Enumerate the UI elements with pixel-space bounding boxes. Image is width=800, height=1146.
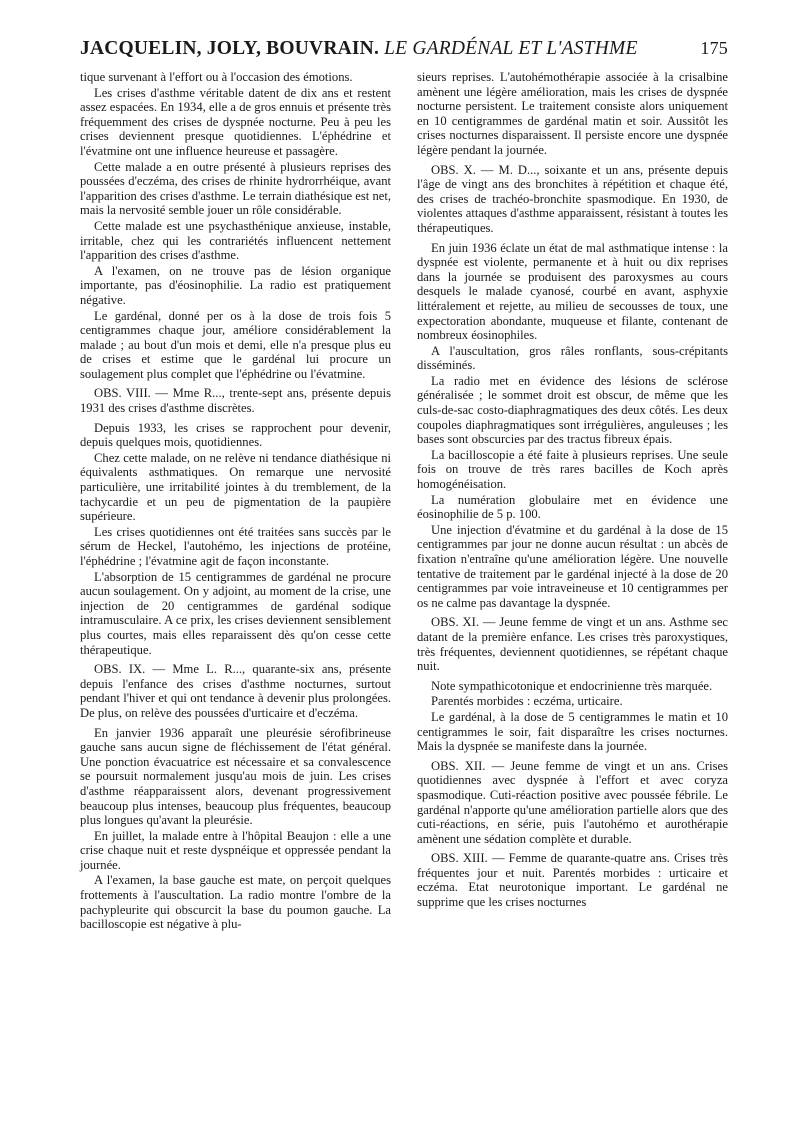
paragraph: En juillet, la malade entre à l'hôpital Beaujon : elle a une crise chaque nuit et reste dyspnéique et oppressée pendant la journée. [80, 828, 391, 872]
paragraph: Le gardénal, donné per os à la dose de trois fois 5 centigrammes chaque jour, améliore considérablement la malade ; au bout d'un mois et demi, elle n'a presque plus eu de crises et estime que le gardénal lui procure un soulagement plus complet que l'éphédrine ou l'évatmine. [80, 308, 391, 381]
header-title: LE GARDÉNAL ET L'ASTHME [384, 38, 638, 59]
observation-heading-paragraph: OBS. VIII. — Mme R..., trente-sept ans, présente depuis 1931 des crises d'asthme discrètes. [80, 386, 391, 416]
header-text [80, 38, 638, 60]
paragraph: En janvier 1936 apparaît une pleurésie sérofibrineuse gauche sans aucun signe de fléchissement de l'état général. Une ponction évacuatrice est nécessaire et sa convalescence se poursuit normalement jusqu'au mois de juin. Les crises d'asthme réapparaissent alors, devenant progressivement beaucoup plus intenses, beaucoup plus fréquentes, beaucoup plus longues qu'avant la pleurésie. [80, 725, 391, 828]
paragraph: Le gardénal, à la dose de 5 centigrammes le matin et 10 centigrammes le soir, fait disparaître les crises nocturnes. Mais la dyspnée se manifeste dans la journée. [417, 709, 728, 754]
paragraph: Cette malade a en outre présenté à plusieurs reprises des poussées d'eczéma, des crises de rhinite hydrorrhéique, avant l'apparition des crises d'asthme. Le terrain diathésique est net, mais la nervosité semble jouer un rôle considérable. [80, 159, 391, 218]
paragraph: tique survenant à l'effort ou à l'occasion des émotions. [80, 70, 353, 84]
observation-heading-paragraph: OBS. IX. — Mme L. R..., quarante-six ans, présente depuis l'enfance des crises d'asthme nocturnes, surtout pendant l'hiver et qui ont tendance à devenir plus prolongées. De plus, on relève des poussées d'urticaire et d'eczéma. [80, 662, 391, 720]
paragraph: sieurs reprises. L'autohémothérapie associée à la crisalbine amènent une légère amélioration, mais les crises de dyspnée nocturne persistent. Le traitement consiste alors uniquement en 10 centigrammes de gardénal matin et soir. Aussitôt les crises nocturnes disparaissent. Il persiste encore une dyspnée légère pendant la journée. [417, 70, 728, 157]
header-authors: JACQUELIN, JOLY, BOUVRAIN. [80, 38, 380, 59]
observation-heading-paragraph: OBS. XIII. — Femme de quarante-quatre ans. Crises très fréquentes jour et nuit. Parentés morbides : urticaire et eczéma. Etat neurotonique important. Le gardénal ne supprime que les crises nocturnes [417, 851, 728, 910]
paragraph: Chez cette malade, on ne relève ni tendance diathésique ni équivalents asthmatiques. On remarque une nervosité particulière, une irritabilité jointes à du tremblement, de la tachycardie et un peu de pigmentation de la paupière supérieure. [80, 450, 391, 524]
paragraph: La radio met en évidence des lésions de sclérose généralisée ; le sommet droit est obscur, de même que les culs-de-sac costo-diaphragmatiques des deux côtés. Les deux coupoles diaphragmatiques sont irrégulières, anguleuses ; les bases sont obscurcies par des tractus fibreux épais. [417, 373, 728, 447]
page-number: 175 [700, 38, 728, 58]
paragraph: Depuis 1933, les crises se rapprochent pour devenir, depuis quelques mois, quotidiennes. [80, 420, 391, 450]
paragraph: La numération globulaire met en évidence une éosinophilie de 5 p. 100. [417, 492, 728, 522]
paragraph: La bacilloscopie a été faite à plusieurs reprises. Une seule fois on trouve de très rares bacilles de Koch après homogénéisation. [417, 447, 728, 492]
running-header [80, 38, 728, 60]
paragraph: Parentés morbides : eczéma, urticaire. [431, 694, 623, 709]
paragraph: En juin 1936 éclate un état de mal asthmatique intense : la dyspnée est violente, permanente et à huit ou dix reprises dans la journée se produisent des paroxysmes au cours desquels le malade cyanosé, courbé en avant, asphyxie littéralement et rejette, au milieu de secousses de toux, une expectoration abondante, muqueuse et filante, contenant de nombreux éosinophiles. [417, 240, 728, 343]
paragraph: A l'auscultation, gros râles ronflants, sous-crépitants disséminés. [417, 343, 728, 373]
paragraph: A l'examen, la base gauche est mate, on perçoit quelques frottements à l'auscultation. La radio montre l'ombre de la pachypleurite qui obscurcit la base du poumon gauche. La bacilloscopie est négative à plu- [80, 873, 391, 932]
paragraph: A l'examen, on ne trouve pas de lésion organique importante, pas d'éosinophilie. La radio est pratiquement négative. [80, 263, 391, 307]
paragraph: Une injection d'évatmine et du gardénal à la dose de 15 centigrammes par jour ne donne aucun résultat : un abcès de fixation n'entraîne qu'une amélioration légère. Une nouvelle tentative de traitement par le gardénal injecté à la dose de 20 centigrammes par voie intraveineuse et 10 centigrammes per os ne calme pas davantage la dyspnée. [417, 522, 728, 610]
paragraph: Les crises d'asthme véritable datent de dix ans et restent assez espacées. En 1934, elle a de gros ennuis et présente très fréquemment des crises de dyspnée nocturne. Peu à peu les crises deviennent presque quotidiennes. L'éphédrine et l'évatmine ont une influence heureuse et passagère. [80, 85, 391, 158]
paragraph: Cette malade est une psychasthénique anxieuse, instable, irritable, chez qui les contrariétés influencent nettement l'apparition des crises d'asthme. [80, 218, 391, 263]
paragraph: Note sympathicotonique et endocrinienne très marquée. [431, 678, 713, 693]
observation-heading-paragraph: OBS. XII. — Jeune femme de vingt et un ans. Crises quotidiennes avec dyspnée à l'effort et avec coryza spasmodique. Cuti-réaction positive avec poussée fébrile. Le gardénal n'apporte qu'une amélioration partielle alors que des cuti-réactions, en série, puis l'autohémo et aurothérapie amènent une sédation complète et durable. [417, 758, 728, 846]
right-column [417, 70, 728, 932]
observation-heading-paragraph: OBS. X. — M. D..., soixante et un ans, présente depuis l'âge de vingt ans des bronchites à répétition et chaque été, des crises de trachéo-bronchite spasmodique. En 1930, de violentes attaques d'asthme apparaissent, résistant à toutes les thérapeutiques. [417, 162, 728, 235]
observation-heading-paragraph: OBS. XI. — Jeune femme de vingt et un ans. Asthme sec datant de la première enfance. Les crises très paroxystiques, très fréquentes, deviennent quotidiennes, se répétant chaque nuit. [417, 615, 728, 674]
paragraph: L'absorption de 15 centigrammes de gardénal ne procure aucun soulagement. On y adjoint, au moment de la crise, une injection de 20 centigrammes de gardénal sodique intramusculaire. A ce prix, les crises deviennent sensiblement plus courtes, mais elles reparaissent dès qu'on cesse cette thérapeutique. [80, 569, 391, 657]
text-columns [80, 70, 728, 932]
paragraph: Les crises quotidiennes ont été traitées sans succès par le sérum de Heckel, l'autohémo, les injections de protéine, l'éphédrine ; l'évatmine agit de façon inconstante. [80, 524, 391, 568]
left-column [80, 70, 391, 932]
